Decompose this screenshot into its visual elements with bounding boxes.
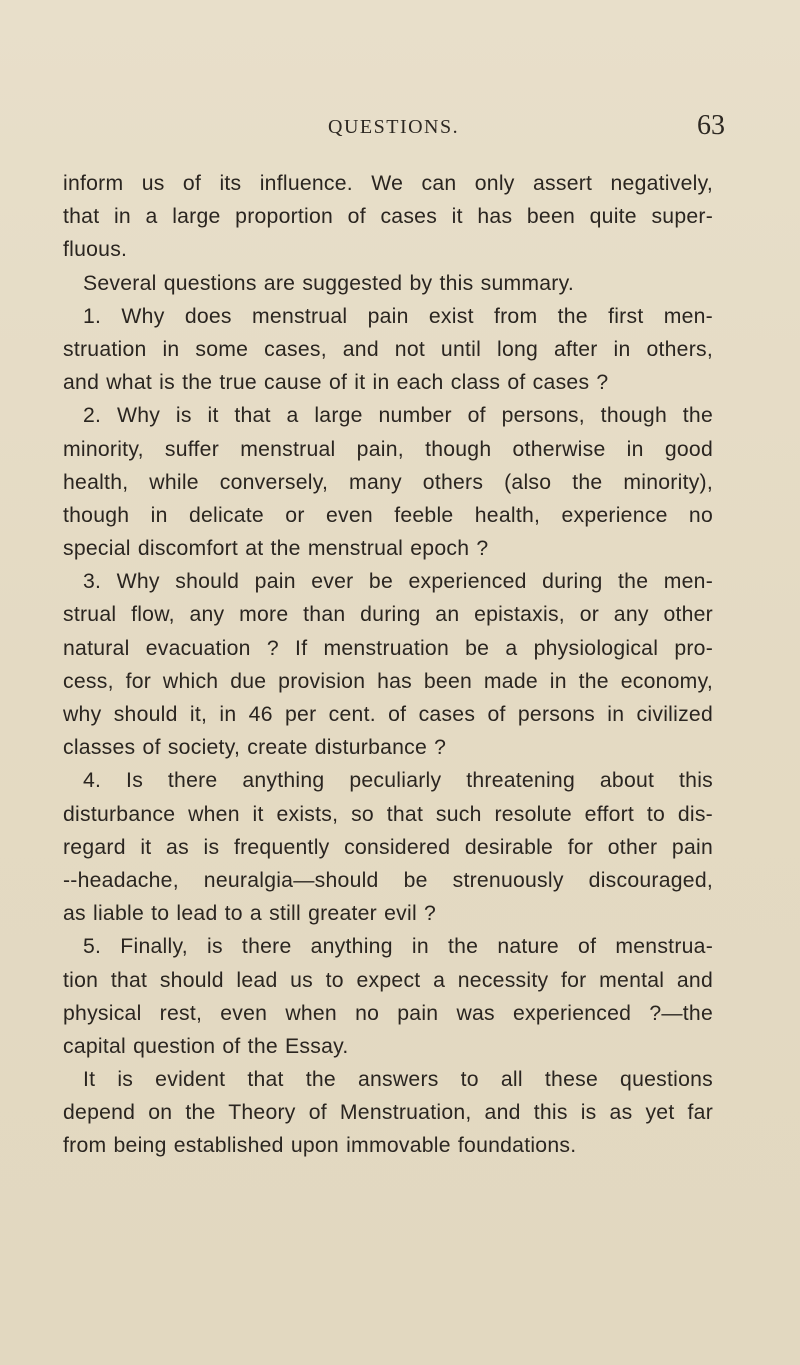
text-line: though in delicate or even feeble health, experience no xyxy=(63,503,713,527)
text-line: natural evacuation ? If menstruation be a physiological pro- xyxy=(63,636,713,660)
text-line: physical rest, even when no pain was experienced ?—the xyxy=(63,1001,713,1025)
text-line: as liable to lead to a still greater evil ? xyxy=(63,902,437,926)
text-line: and what is the true cause of it in each class of cases ? xyxy=(63,371,609,395)
text-line: struation in some cases, and not until long after in others, xyxy=(63,337,713,361)
text-line: depend on the Theory of Menstruation, and this is as yet far xyxy=(63,1101,713,1125)
text-line: health, while conversely, many others (also the minority), xyxy=(63,470,713,494)
text-line: special discomfort at the menstrual epoch ? xyxy=(63,537,489,561)
text-line: minority, suffer menstrual pain, though otherwise in good xyxy=(63,437,713,461)
question-3-line: 3. Why should pain ever be experienced during the men- xyxy=(83,570,713,594)
body-text xyxy=(63,167,713,1163)
question-4-line: 4. Is there anything peculiarly threatening about this xyxy=(83,769,713,793)
text-line: strual flow, any more than during an epistaxis, or any other xyxy=(63,603,713,627)
text-line: classes of society, create disturbance ? xyxy=(63,736,447,760)
conclusion-line: It is evident that the answers to all these questions xyxy=(83,1068,713,1092)
text-line: cess, for which due provision has been made in the economy, xyxy=(63,669,713,693)
text-line: from being established upon immovable foundations. xyxy=(63,1134,577,1158)
text-line: that in a large proportion of cases it has been quite super- xyxy=(63,205,713,229)
question-5-line: 5. Finally, is there anything in the nature of menstrua- xyxy=(83,935,713,959)
text-line: --headache, neuralgia—should be strenuously discouraged, xyxy=(63,868,713,892)
page-header xyxy=(0,110,800,152)
text-line: regard it as is frequently considered desirable for other pain xyxy=(63,835,713,859)
text-line: inform us of its influence. We can only assert negatively, xyxy=(63,172,713,195)
running-title: QUESTIONS. xyxy=(328,116,460,138)
question-1-line: 1. Why does menstrual pain exist from the first men- xyxy=(83,304,713,328)
text-line: why should it, in 46 per cent. of cases of persons in civilized xyxy=(63,703,713,726)
text-line: disturbance when it exists, so that such resolute effort to dis- xyxy=(63,802,713,826)
text-line: fluous. xyxy=(63,238,128,262)
page-number: 63 xyxy=(697,110,725,141)
question-2-line: 2. Why is it that a large number of persons, though the xyxy=(83,404,713,428)
text-line: capital question of the Essay. xyxy=(63,1034,349,1058)
text-line: tion that should lead us to expect a necessity for mental and xyxy=(63,968,713,992)
text-line: Several questions are suggested by this summary. xyxy=(83,271,575,295)
